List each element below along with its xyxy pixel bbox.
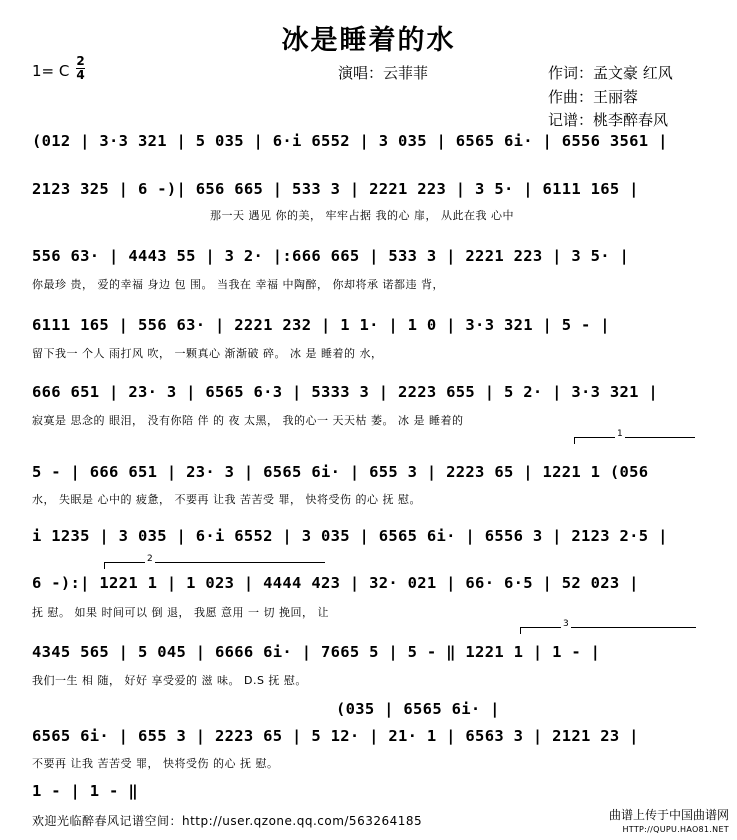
lyric-line: 不要再 让我 苦苦受 罪， 快将受伤 的心 抚 慰。 [32, 757, 279, 770]
notation-line: 666 651 | 23· 3 | 6565 6·3 | 5333 3 | 2223 655 | 5 2· | 3·3 321 | [32, 383, 659, 401]
volta-bracket-3 [520, 619, 696, 634]
singer-credit: 演唱：云菲菲 [338, 64, 429, 82]
notation-line: 6111 165 | 556 63· | 2221 232 | 1 1· | 1 0 | 3·3 321 | 5 - | [32, 316, 610, 334]
time-signature [76, 56, 85, 81]
volta-bracket-2 [104, 554, 325, 569]
notation-line: 6565 6i· | 655 3 | 2223 65 | 5 12· | 21· 1 | 6563 3 | 2121 23 | [32, 727, 639, 745]
notation-line: 5 - | 666 651 | 23· 3 | 6565 6i· | 655 3 | 2223 65 | 1221 1 (056 [32, 463, 649, 481]
upload-url: HTTP://QUPU.HAO81.NET [622, 825, 729, 834]
upload-watermark [609, 809, 729, 836]
meter-bottom: 4 [76, 68, 85, 82]
meter-top: 2 [76, 54, 85, 68]
composer-credit: 作曲：王丽蓉 [548, 88, 639, 106]
volta-1-number: 1 [617, 429, 623, 439]
footer-note: 欢迎光临醉春风记谱空间：http://user.qzone.qq.com/563264185 [32, 814, 423, 828]
lyric-line: 那一天 遇见 你的美， 牢牢占据 我的心 扉， 从此在我 心中 [210, 209, 514, 222]
notation-line: 1 - | 1 - ‖ [32, 782, 138, 800]
notation-line: 2123 325 | 6 -)| 656 665 | 533 3 | 2221 223 | 3 5· | 6111 165 | [32, 180, 639, 198]
key-signature: 1= C [32, 62, 70, 80]
lyric-line: 我们一生 相 随， 好好 享受爱的 滋 味。 D.S 抚 慰。 [32, 674, 307, 687]
transcriber-credit: 记谱：桃李醉春风 [548, 111, 669, 129]
volta-2-number: 2 [147, 554, 153, 564]
upload-note: 曲谱上传于中国曲谱网 [608, 808, 729, 822]
notation-line: i 1235 | 3 035 | 6·i 6552 | 3 035 | 6565 6i· | 6556 3 | 2123 2·5 | [32, 527, 668, 545]
volta-3-number: 3 [563, 619, 569, 629]
notation-line: 6 -):| 1221 1 | 1 023 | 4444 423 | 32· 021 | 66· 6·5 | 52 023 | [32, 574, 639, 592]
notation-line: 556 63· | 4443 55 | 3 2· |:666 665 | 533 3 | 2221 223 | 3 5· | [32, 247, 630, 265]
lyric-line: 你最珍 贵， 爱的幸福 身边 包 围。 当我在 幸福 中陶醉， 你却将承 诺都违 背， [32, 278, 444, 291]
notation-line: 4345 565 | 5 045 | 6666 6i· | 7665 5 | 5 - ‖ 1221 1 | 1 - | [32, 643, 601, 661]
volta-bracket-1 [574, 429, 695, 444]
song-title: 冰是睡着的水 [281, 25, 456, 56]
lyric-line: 留下我一 个人 雨打风 吹， 一颗真心 渐渐破 碎。 冰 是 睡着的 水， [32, 347, 383, 360]
coda-pickup: (035 | 6565 6i· | [336, 700, 500, 718]
lyric-line: 水， 失眠是 心中的 疲惫， 不要再 让我 苦苦受 罪， 快将受伤 的心 抚 慰。 [32, 493, 421, 506]
lyricist-credit: 作词：孟文豪 红风 [548, 64, 673, 82]
notation-line: (012 | 3·3 321 | 5 035 | 6·i 6552 | 3 035 | 6565 6i· | 6556 3561 | [32, 132, 668, 150]
lyric-line: 寂寞是 思念的 眼泪， 没有你陪 伴 的 夜 太黑， 我的心一 天天枯 萎。 冰 是 睡着的 [32, 414, 464, 427]
lyric-line: 抚 慰。 如果 时间可以 倒 退， 我愿 意用 一 切 挽回， 让 [32, 606, 329, 619]
